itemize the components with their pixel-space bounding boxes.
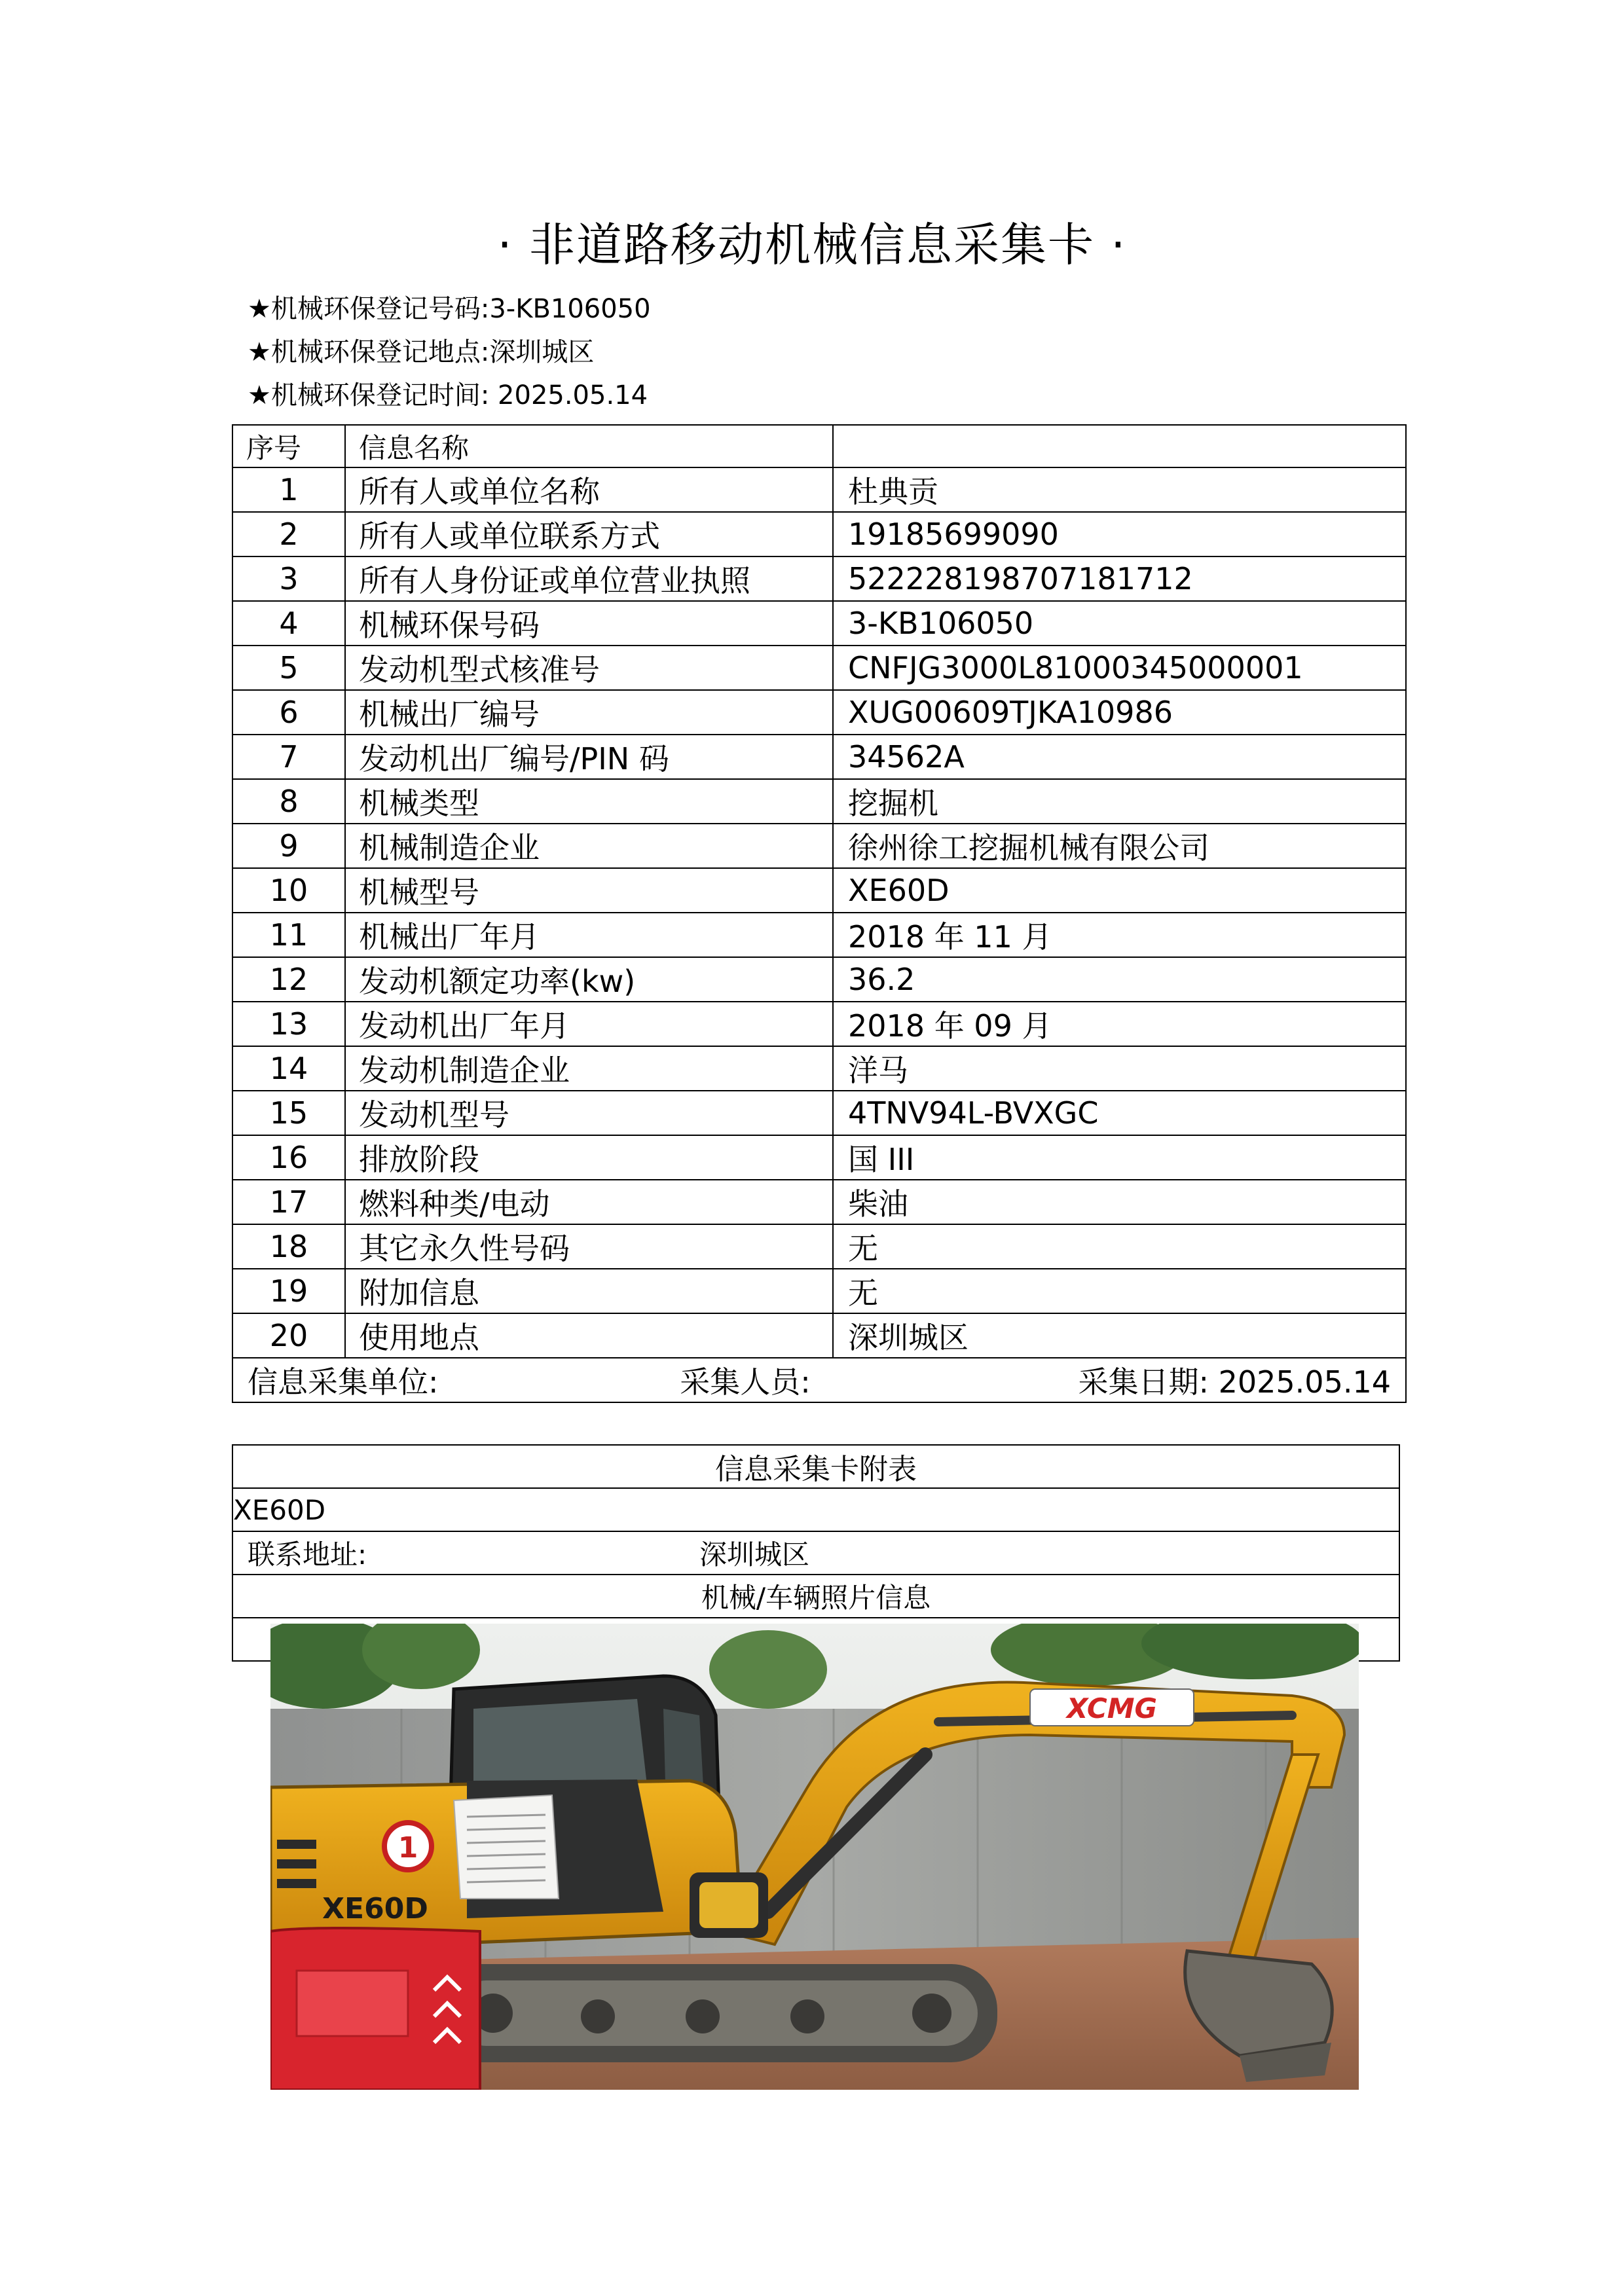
row-name: 机械出厂年月 [345,913,833,957]
row-value: 4TNV94L-BVXGC [833,1091,1406,1135]
attachment-title: 信息采集卡附表 [232,1445,1399,1488]
row-value: 柴油 [833,1180,1406,1224]
photo-cell [232,1618,1399,1925]
row-name: 燃料种类/电动 [345,1180,833,1224]
photo-label: 机械/车辆照片信息 [232,1575,1399,1618]
row-name: 机械类型 [345,779,833,824]
table-row [232,1313,1406,1358]
row-value: 2018 年 11 月 [833,913,1406,957]
table-row [232,824,1406,868]
row-no: 15 [232,1091,345,1135]
registration-number: ★机械环保登记号码:3-KB106050 [248,294,651,324]
red-barrier [270,1928,480,2090]
table-row [232,467,1406,512]
row-value: 19185699090 [833,512,1406,556]
table-row [232,601,1406,646]
row-value: CNFJG3000L81000345000001 [833,646,1406,690]
row-value: 无 [833,1269,1406,1313]
row-no: 19 [232,1269,345,1313]
row-no: 12 [232,957,345,1002]
table-row [232,957,1406,1002]
row-no: 9 [232,824,345,868]
engine-body [270,1779,742,1951]
row-value: 36.2 [833,957,1406,1002]
table-row [232,1180,1406,1224]
row-name: 机械出厂编号 [345,690,833,735]
table-header-row [232,425,1406,467]
row-no: 11 [232,913,345,957]
row-value: 522228198707181712 [833,556,1406,601]
row-name: 机械型号 [345,868,833,913]
row-name: 排放阶段 [345,1135,833,1180]
row-name: 发动机额定功率(kw) [345,957,833,1002]
excavator-illustration [270,1624,1359,2090]
row-no: 8 [232,779,345,824]
row-value: 徐州徐工挖掘机械有限公司 [833,824,1406,868]
row-no: 1 [232,467,345,512]
table-row [232,1135,1406,1180]
row-no: 16 [232,1135,345,1180]
table-row [232,512,1406,556]
table-row [232,1224,1406,1269]
row-no: 10 [232,868,345,913]
table-row [232,1091,1406,1135]
row-no: 2 [232,512,345,556]
row-name: 使用地点 [345,1313,833,1358]
address-label: 联系地址: [248,1539,367,1571]
row-no: 6 [232,690,345,735]
collection-date: 采集日期: 2025.05.14 [1078,1364,1391,1400]
table-footer-row [232,1358,1406,1402]
machine-photo [270,1624,1359,2090]
table-row [232,690,1406,735]
row-name: 附加信息 [345,1269,833,1313]
attachment-table [232,1444,1400,1925]
address-row [232,1531,1399,1575]
registration-location: ★机械环保登记地点:深圳城区 [248,337,595,367]
model-decal: XE60D [322,1892,428,1925]
row-name: 机械环保号码 [345,601,833,646]
footer-cell [232,1358,1406,1402]
row-no: 13 [232,1002,345,1046]
row-value: 国 III [833,1135,1406,1180]
row-no: 17 [232,1180,345,1224]
page-title: · 非道路移动机械信息采集卡 · [497,218,1127,272]
row-value: 洋马 [833,1046,1406,1091]
table-row [232,556,1406,601]
row-name: 发动机型式核准号 [345,646,833,690]
row-name: 发动机型号 [345,1091,833,1135]
row-value: 挖掘机 [833,779,1406,824]
table-row [232,868,1406,913]
row-name: 所有人身份证或单位营业执照 [345,556,833,601]
badge-number: 1 [397,1831,418,1865]
info-table [232,424,1407,1403]
row-no: 4 [232,601,345,646]
collector-label: 采集人员: [680,1364,811,1400]
row-value: 杜典贡 [833,467,1406,512]
row-name: 机械制造企业 [345,824,833,868]
table-row [232,735,1406,779]
row-no: 18 [232,1224,345,1269]
header-name: 信息名称 [345,425,833,467]
attachment-model: XE60D [232,1488,1399,1531]
brand-logo-text: XCMG [1067,1692,1157,1724]
registration-time: ★机械环保登记时间: 2025.05.14 [248,380,648,410]
row-value: 深圳城区 [833,1313,1406,1358]
row-value: XUG00609TJKA10986 [833,690,1406,735]
row-no: 20 [232,1313,345,1358]
crawler-track [434,1964,997,2062]
row-value: 2018 年 09 月 [833,1002,1406,1046]
row-value: 3-KB106050 [833,601,1406,646]
row-name: 所有人或单位名称 [345,467,833,512]
table-row [232,1269,1406,1313]
row-name: 发动机出厂编号/PIN 码 [345,735,833,779]
row-name: 发动机出厂年月 [345,1002,833,1046]
address-value: 深圳城区 [699,1539,810,1571]
row-no: 5 [232,646,345,690]
table-row [232,779,1406,824]
row-value: 34562A [833,735,1406,779]
header-no: 序号 [232,425,345,467]
table-row [232,646,1406,690]
collection-unit-label: 信息采集单位: [248,1364,439,1400]
row-value: 无 [833,1224,1406,1269]
table-row [232,1046,1406,1091]
counterweight-cylinder [690,1872,768,1938]
row-no: 14 [232,1046,345,1091]
row-no: 7 [232,735,345,779]
row-name: 其它永久性号码 [345,1224,833,1269]
row-name: 发动机制造企业 [345,1046,833,1091]
row-no: 3 [232,556,345,601]
row-name: 所有人或单位联系方式 [345,512,833,556]
header-value [833,425,1406,467]
table-row [232,1002,1406,1046]
table-row [232,913,1406,957]
row-value: XE60D [833,868,1406,913]
